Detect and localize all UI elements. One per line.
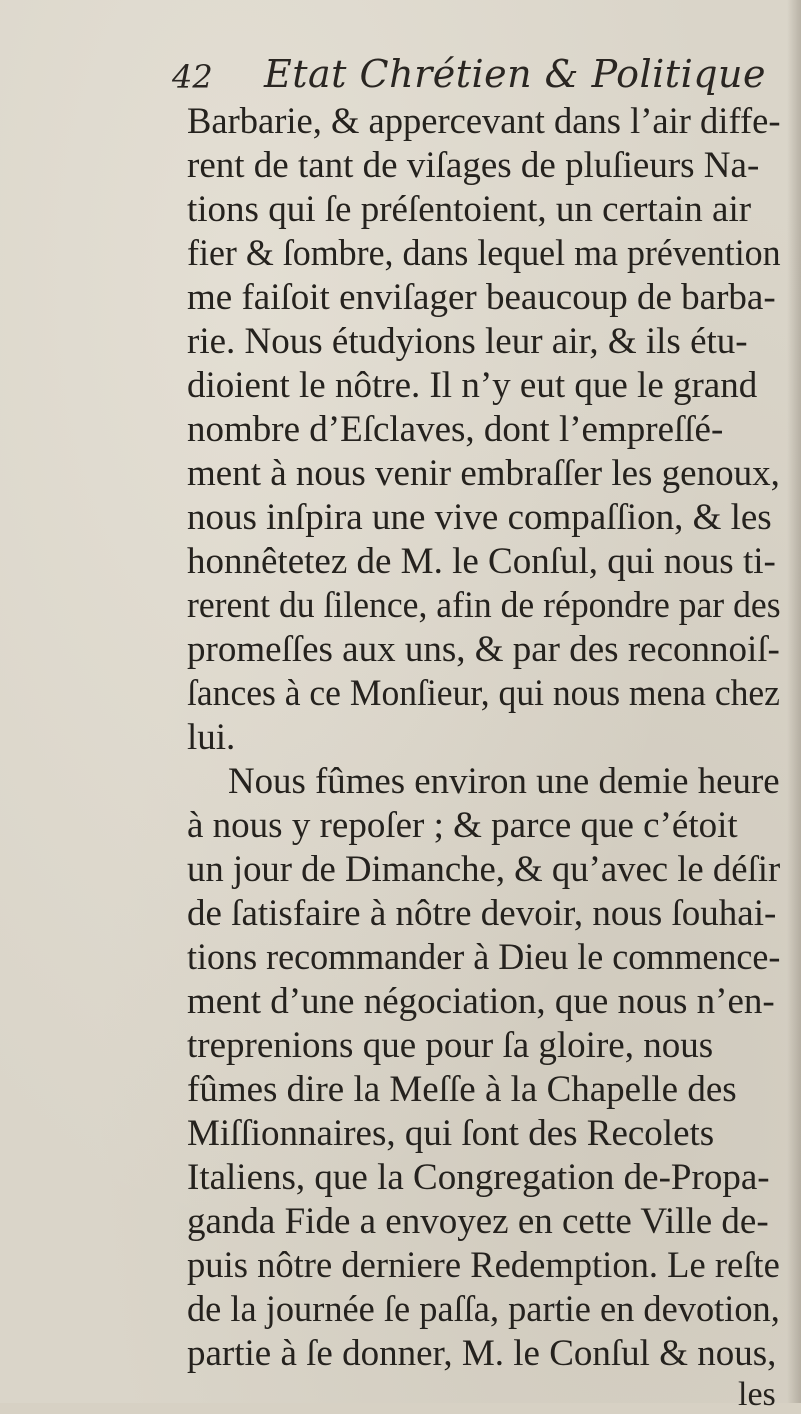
text-line: nous inſpira une vive compaſſion, & les — [187, 497, 772, 538]
text-line: Miſſionnaires, qui ſont des Recolets — [187, 1113, 715, 1154]
text-line: rie. Nous étudyions leur air, & ils étu- — [187, 321, 748, 362]
text-line: rent de tant de viſages de pluſieurs Na- — [187, 145, 760, 186]
text-line: de la journée ſe paſſa, partie en devotion, — [187, 1289, 780, 1330]
text-line: fûmes dire la Meſſe à la Chapelle des — [187, 1069, 737, 1110]
running-title: Etat Chrétien & Politique — [264, 52, 767, 96]
text-line: de ſatisfaire à nôtre devoir, nous ſouhai- — [187, 893, 777, 934]
text-line: treprenions que pour ſa gloire, nous — [187, 1025, 714, 1066]
text-line: honnêtetez de M. le Conſul, qui nous ti- — [187, 541, 776, 582]
text-line: ſances à ce Monſieur, qui nous mena chez — [187, 673, 780, 714]
text-line: rerent du ſilence, afin de répondre par des — [187, 585, 781, 626]
text-line: ment d’une négociation, que nous n’en- — [187, 981, 775, 1022]
text-line: partie à ſe donner, M. le Conſul & nous, — [187, 1333, 777, 1374]
text-line: Barbarie, & appercevant dans l’air diffe- — [187, 101, 781, 142]
text-line: tions recommander à Dieu le commence- — [187, 937, 781, 978]
text-line: lui. — [187, 717, 236, 758]
text-line: nombre d’Eſclaves, dont l’empreſſé- — [187, 409, 724, 450]
text-line: dioient le nôtre. Il n’y eut que le grand — [187, 365, 758, 406]
catchword: les — [738, 1376, 776, 1413]
text-line: me faiſoit enviſager beaucoup de barba- — [187, 277, 776, 318]
text-line: ganda Fide a envoyez en cette Ville de- — [187, 1201, 769, 1242]
text-line: promeſſes aux uns, & par des reconnoiſ- — [187, 629, 780, 670]
text-line: fier & ſombre, dans lequel ma prévention — [187, 233, 781, 274]
page-number: 42 — [172, 58, 213, 96]
text-line: à nous y repoſer ; & parce que c’étoit — [187, 805, 738, 846]
text-line: ment à nous venir embraſſer les genoux, — [187, 453, 780, 494]
paragraph-start-line: Nous fûmes environ une demie heure — [228, 761, 780, 802]
text-line: un jour de Dimanche, & qu’avec le déſir — [187, 849, 781, 890]
page-edge-shadow — [787, 0, 801, 1403]
text-line: tions qui ſe préſentoient, un certain air — [187, 189, 752, 230]
text-line: Italiens, que la Congregation de-Propa- — [187, 1157, 770, 1198]
text-line: puis nôtre derniere Redemption. Le reſte — [187, 1245, 780, 1286]
